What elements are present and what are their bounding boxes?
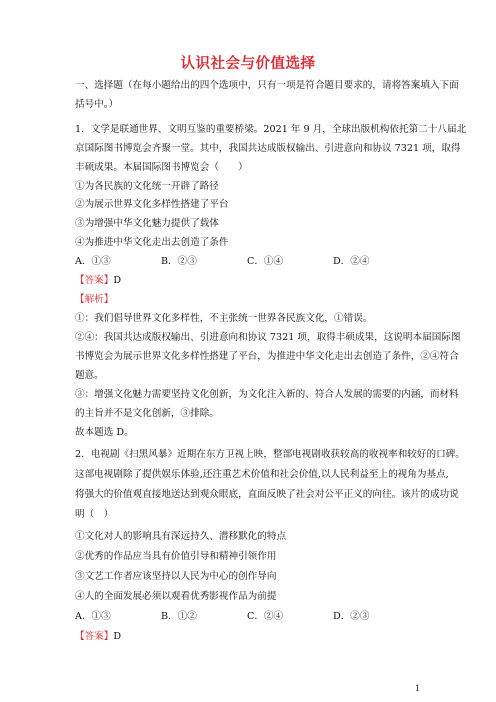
q1-analysis-line-1: ①：我们倡导世界文化多样性，不主张统一世界各民族文化，①错误。 — [75, 313, 373, 324]
page-number: 1 — [415, 684, 421, 693]
q2-option-b: B．①② — [161, 611, 197, 622]
q2-option-c: C．②④ — [247, 611, 284, 622]
q1-analysis-line-3: 书博览会为展示世界文化多样性搭建了平台，为推进中华文化走出去创造了条件，②④符合 — [75, 351, 459, 362]
q2-item-3: ③文艺工作者应该坚持以人民为中心的创作导向 — [75, 571, 277, 582]
q2-answer — [75, 630, 121, 643]
q1-analysis-tag: 【解析】 — [75, 294, 114, 305]
q1-item-2: ②为展示世界文化多样性搭建了平台 — [75, 199, 229, 210]
q1-option-a: A．①③ — [75, 256, 111, 267]
page-title: 认识社会与价值选择 — [180, 55, 316, 72]
q1-option-d: D．②④ — [333, 256, 370, 267]
q2-option-d: D．②③ — [333, 611, 370, 622]
q2-stem-line-1: 2．电视剧《扫黑风暴》近期在东方卫视上映，整部电视剧收获较高的收视率和较好的口碑。 — [75, 449, 465, 460]
q2-item-4: ④人的全面发展必须以观看优秀影视作品为前提 — [75, 591, 277, 602]
q1-analysis-line-5: ③：增强文化魅力需要坚持文化创新，为文化注入新的、符合人发展的需要的内涵，而材料 — [75, 389, 459, 400]
q1-item-4: ④为推进中华文化走出去创造了条件 — [75, 237, 229, 248]
section-instructions-cont: 括号中。） — [75, 99, 119, 110]
q1-stem-line-1: 1．文学是联通世界、文明互鉴的重要桥梁。2021 年 9 月，全球出版机构依托第二十八届北 — [75, 124, 467, 135]
q2-stem-line-3: 将强大的价值观直接地送达到观众眼底，直面反映了社会对公平正义的向往。该片的成功说 — [75, 489, 459, 500]
q2-stem-line-2: 这部电视剧除了提供娱乐体验,还注重艺术价值和社会价值,以人民利益至上的视角为基点, — [75, 469, 449, 480]
q1-stem-line-3: 丰硕成果。本届国际图书博览会（ ） — [75, 162, 248, 173]
q1-answer — [75, 274, 121, 287]
answer-value: D — [113, 275, 122, 286]
q2-option-a: A．①③ — [75, 611, 111, 622]
q2-item-1: ①文化对人的影响具有深远持久、潜移默化的特点 — [75, 531, 287, 542]
q1-item-3: ③为增强中华文化魅力提供了载体 — [75, 218, 219, 229]
answer-value: D — [113, 631, 122, 642]
q1-analysis-line-4: 题意。 — [75, 370, 104, 381]
q1-option-b: B．②③ — [161, 256, 197, 267]
q1-item-1: ①为各民族的文化统一开辟了路径 — [75, 181, 219, 192]
q1-analysis-line-2: ②④：我国共达成版权输出、引进意向和协议 7321 项，取得丰硕成果，这说明本届国际图 — [75, 332, 461, 343]
q1-stem-line-2: 京国际图书博览会齐聚一堂。其中，我国共达成版权输出、引进意向和协议 7321 项，取得 — [75, 143, 461, 154]
section-instructions: 一、选择题（在每小题给出的四个选项中，只有一项是符合题目要求的，请将答案填入下面 — [75, 80, 459, 91]
answer-tag: 【答案】 — [75, 275, 114, 286]
q1-analysis-conclusion: 故本题选 D。 — [75, 427, 134, 438]
q1-analysis-line-6: 的主旨并不是文化创新，③排除。 — [75, 408, 219, 419]
q1-option-c: C．①④ — [247, 256, 284, 267]
q2-stem-line-4: 明（ ） — [75, 509, 114, 520]
q2-item-2: ②优秀的作品应当具有价值引导和精神引领作用 — [75, 551, 277, 562]
answer-tag: 【答案】 — [75, 631, 114, 642]
